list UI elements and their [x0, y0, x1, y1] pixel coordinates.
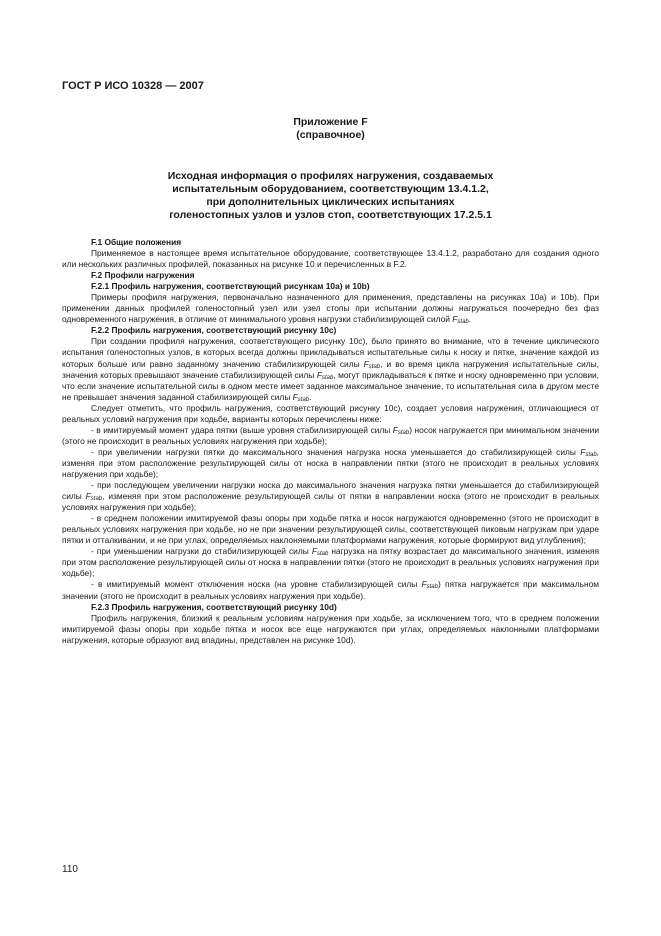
section-f2-heading: F.2 Профили нагружения [91, 270, 195, 281]
appendix-type: (справочное) [296, 129, 365, 141]
document-body [62, 237, 599, 646]
title-line-1: Исходная информация о профилях нагружения, создаваемых [167, 170, 494, 182]
f-stab-symbol: $F_{stab}$ [316, 369, 334, 381]
list-item: - в имитируемый момент отключения носка (на уровне стабилизирующей силы $F_{stab}$) пятка нагружается при максимальном значении (этого не происходит в реальных условиях нагружения при ходьбе). [62, 579, 599, 601]
f-stab-symbol: $F_{stab}$ [452, 314, 469, 326]
list-item: - при последующем увеличении нагрузки носка до максимального значения нагрузка пятки уменьшается до стабилизирующей силы $F_{stab}$, изменяя при этом расположение результирующей силы от пятки в направлении носка (этого не происходит в реальных условиях нагружения при ходьбе); [62, 480, 599, 513]
title-line-4: голеностопных узлов и узлов стоп, соответствующих 17.2.5.1 [169, 209, 492, 221]
f-stab-symbol: $F_{stab}$ [311, 546, 329, 558]
title-line-2: испытательным оборудованием, соответствующим 13.4.1.2, [172, 183, 489, 195]
list-item: - при уменьшении нагрузки до стабилизирующей силы $F_{stab}$ нагрузка на пятку возрастает до максимального значения, изменяя при этом расположение результирующей силы от носка в направлении пятки (этого не происходит в реальных условиях нагружения при ходьбе); [62, 546, 599, 579]
section-f22-heading: F.2.2 Профиль нагружения, соответствующий рисунку 10c) [91, 325, 337, 336]
section-f1-heading: F.1 Общие положения [91, 237, 182, 247]
section-f21-heading: F.2.1 Профиль нагружения, соответствующий рисункам 10а) и 10b) [91, 281, 370, 292]
page-number: 110 [62, 864, 78, 875]
section-f1-paragraph: Применяемое в настоящее время испытательное оборудование, соответствующее 13.4.1.2, разработано для создания одного или нескольких различных профилей, показанных на рисунке 10 и перечисленных в F.2. [62, 248, 599, 270]
section-f22-paragraph-2: Следует отметить, что профиль нагружения, соответствующий рисунку 10с), создает условия нагружения, отличающиеся от реальных условий нагружения при ходьбе, варианты которых перечислены ниже: [62, 402, 599, 424]
f-stab-symbol: $F_{stab}$ [85, 491, 103, 503]
section-f21-paragraph: Примеры профиля нагружения, первоначально назначенного для применения, представлены на рисунках 10а) и 10b). При применении данных профилей голеностопный узел или узел стопы при испытании должны нагружаться поочередно без фаз одновременного нагружения, в отличие от минимального уровня нагрузки стабилизирующей силой $F_{stab}$. [62, 292, 599, 326]
section-f23-heading: F.2.3 Профиль нагружения, соответствующий рисунку 10d) [91, 601, 337, 612]
section-f22-paragraph-1: При создании профиля нагружения, соответствующего рисунку 10с), было принято во внимание, что в течение циклического испытания голеностопных узлов, в которых всегда должны прикладываться испытательные силы к носку и пятке, значение каждой из которых больше или равно заданному значению стабилизирующей силы $F_{stab}$, и во время цикла нагружения испытательные силы, значения которых превышают значение стабилизирующей силы $F_{stab}$, могут прикладываться к пятке и носку одновременно при условии, что если значение испытательной силы в одном месте имеет заданное максимальное значение, то испытательная сила в другом месте не превышает значения заданной стабилизирующей силы $F_{stab}$. [62, 336, 599, 403]
document-header: ГОСТ Р ИСО 10328 — 2007 [62, 80, 204, 92]
f-stab-symbol: $F_{stab}$ [392, 424, 410, 436]
f-stab-symbol: $F_{stab}$ [292, 391, 310, 403]
section-f23-paragraph: Профиль нагружения, близкий к реальным условиям нагружения при ходьбе, за исключением того, что в среднем положении имитируемой фазы опоры при ходьбе пятка и носок все еще нагружаются при углах, определяемых наклонными платформами нагружения, которые образуют вид впадины, представлен на рисунке 10d). [62, 612, 599, 645]
list-item: - при увеличении нагрузки пятки до максимального значения нагрузка носка уменьшается до стабилизирующей силы $F_{stab}$, изменяя при этом расположение результирующей силы от носка в направлении пятки (этого не происходит в реальных условиях нагружения при ходьбе); [62, 446, 599, 479]
f-stab-symbol: $F_{stab}$ [421, 579, 438, 591]
f-stab-symbol: $F_{stab}$ [580, 446, 597, 458]
title-line-3: при дополнительных циклических испытаниях [206, 196, 455, 208]
appendix-heading [0, 116, 661, 142]
list-item: - в имитируемый момент удара пятки (выше уровня стабилизирующей силы $F_{stab}$) носок нагружается при минимальном значении (этого не происходит в реальных условиях нагружения при ходьбе); [62, 424, 599, 446]
list-item: - в среднем положении имитируемой фазы опоры при ходьбе пятка и носок нагружаются одновременно (этого не происходит в реальных условиях нагружения при ходьбе, но не при значении результирующей силы, соответствующей пиковым нагрузкам при ударе пятки и отталкивании, и не при углах, определяемых наклоняемыми платформами нагружения, которые формируют вид углубления); [62, 513, 599, 546]
f-stab-symbol: $F_{stab}$ [363, 358, 381, 370]
appendix-title [0, 170, 661, 222]
appendix-label: Приложение F [293, 116, 368, 128]
